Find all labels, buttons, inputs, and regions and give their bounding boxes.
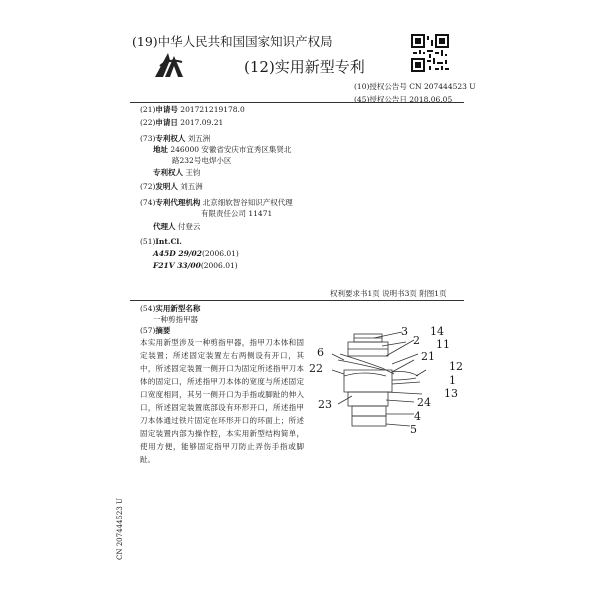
second-patentee: 王钧 bbox=[185, 168, 201, 177]
figure-label: 13 bbox=[444, 387, 458, 400]
figure-label: 2 bbox=[413, 334, 420, 347]
publication-date: (45)授权公告日 2018.06.05 bbox=[354, 95, 453, 104]
patent-office-logo bbox=[152, 50, 186, 80]
figure-label: 23 bbox=[318, 398, 332, 411]
filing-date: 2017.09.21 bbox=[180, 118, 224, 127]
agent: 付登云 bbox=[177, 222, 201, 231]
filing-date-row: (22)申请日 2017.09.21 bbox=[140, 118, 224, 127]
page-count-info: 权利要求书1页 说明书3页 附图1页 bbox=[330, 289, 447, 298]
inventor: 刘五洲 bbox=[180, 182, 203, 191]
agency-line-2: 有限责任公司 11471 bbox=[201, 209, 273, 218]
second-patentee-row: 专利权人 王钧 bbox=[153, 168, 201, 177]
ipc-class-1: A45D 29/02(2006.01) bbox=[153, 249, 239, 258]
abstract-heading-row: (57)摘要 bbox=[140, 326, 171, 335]
patentee-row: (73)专利权人 刘五洲 bbox=[140, 134, 211, 143]
abstract-text: 本实用新型涉及一种剪指甲器，指甲刀本体和固定装置；所述固定装置左右两侧设有开口，其中，所述固定装置一侧开口为固定所述指甲刀本体的固定口，所述指甲刀本体的宽度与所述固定口宽度相同，其另一侧开口为手指或脚趾的伸入口，所述固定装置底部设有环形开口，所述指甲刀本体通过铁片固定在环形开口的环面上；所述固定装置内部为操作腔，本实用新型结构简单，使用方便，能够固定指甲刀防止弄伤手指或脚趾。 bbox=[140, 338, 304, 464]
figure-label: 12 bbox=[449, 360, 463, 373]
figure-label: 22 bbox=[309, 362, 323, 375]
ipc-class-2: F21V 33/00(2006.01) bbox=[153, 261, 238, 270]
agency-line-1: 北京细软智谷知识产权代理 bbox=[202, 198, 293, 207]
figure-label: 1 bbox=[449, 374, 456, 387]
figure-label: 4 bbox=[414, 410, 421, 423]
side-publication-number: CN 207444523 U bbox=[116, 498, 124, 560]
section-divider bbox=[130, 300, 464, 301]
agency-row: (74)专利代理机构 北京细软智谷知识产权代理 bbox=[140, 198, 293, 207]
patentee: 刘五洲 bbox=[187, 134, 211, 143]
figure-label: 3 bbox=[401, 325, 408, 338]
figure-label: 6 bbox=[317, 346, 324, 359]
application-number: 201721219178.0 bbox=[180, 105, 245, 114]
address-row: 地址 246000 安徽省安庆市宜秀区集贤北 bbox=[153, 145, 292, 154]
publication-number: (10)授权公告号 CN 207444523 U bbox=[354, 82, 476, 91]
ipc-row: (51)Int.Cl. bbox=[140, 237, 182, 246]
agent-row: 代理人 付登云 bbox=[153, 222, 201, 231]
address-line-1: 246000 安徽省安庆市宜秀区集贤北 bbox=[170, 145, 292, 154]
utility-model-title: 一种剪指甲器 bbox=[153, 315, 198, 324]
header-divider bbox=[130, 102, 464, 103]
figure-label: 5 bbox=[410, 423, 417, 436]
figure-label: 21 bbox=[421, 350, 435, 363]
inventor-row: (72)发明人 刘五洲 bbox=[140, 182, 203, 191]
qr-code bbox=[411, 34, 449, 72]
document-type-heading: (12)实用新型专利 bbox=[244, 58, 365, 76]
figure-label: 11 bbox=[436, 338, 450, 351]
address-line-2: 路232号电焊小区 bbox=[172, 156, 232, 165]
figure-label: 24 bbox=[417, 396, 431, 409]
title-heading-row: (54)实用新型名称 bbox=[140, 304, 201, 313]
figure-label: 14 bbox=[430, 325, 444, 338]
patent-office-heading: (19)中华人民共和国国家知识产权局 bbox=[132, 34, 333, 49]
application-number-row: (21)申请号 201721219178.0 bbox=[140, 105, 245, 114]
